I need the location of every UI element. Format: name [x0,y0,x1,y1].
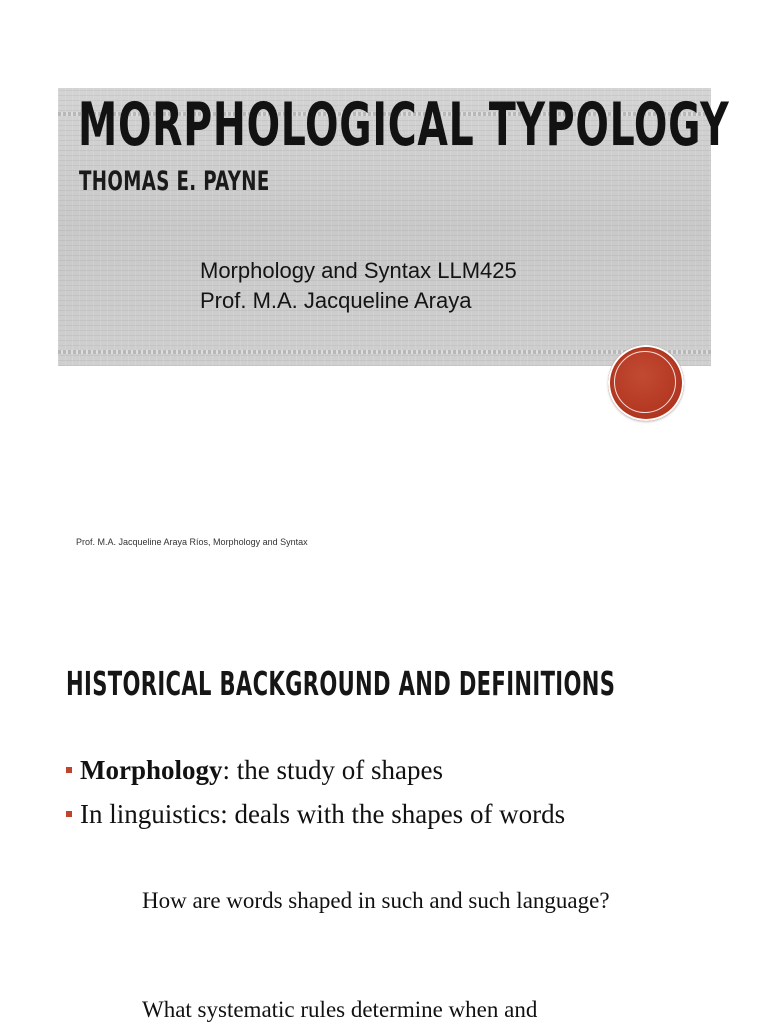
bullet-item [66,798,565,830]
decorative-circle-icon [608,345,684,421]
bullet-term: Morphology [80,755,223,785]
slide-footer: Prof. M.A. Jacqueline Araya Ríos, Morphology and Syntax [76,537,308,547]
question-paragraph: How are words shaped in such and such language? [142,888,610,913]
course-name: Morphology and Syntax LLM425 [200,258,517,283]
bullet-item [66,754,565,786]
section-title: HISTORICAL BACKGROUND AND DEFINITIONS [66,664,616,703]
content-slide [0,576,768,1024]
slide-title: MORPHOLOGICAL TYPOLOGY [78,90,730,160]
question-paragraph: What systematic rules determine when and [142,997,538,1022]
bullet-text: In linguistics: deals with the shapes of words [80,799,566,829]
bullet-square-icon [66,767,72,773]
bullet-square-icon [66,811,72,817]
band-stripe-bottom [58,350,711,354]
professor-name: Prof. M.A. Jacqueline Araya [200,288,472,313]
bullet-text: : the study of shapes [222,755,443,785]
author-name: THOMAS E. PAYNE [79,166,270,197]
bullet-list [66,754,565,842]
